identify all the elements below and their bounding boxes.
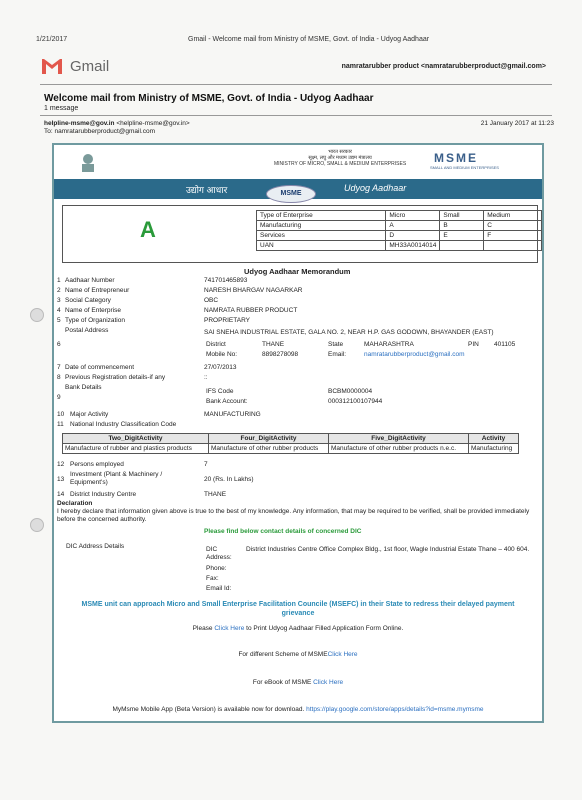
field-label: Name of Enterprise: [65, 307, 121, 314]
field-label: Type of Organization: [65, 317, 125, 324]
field-label: Major Activity: [70, 411, 109, 418]
email-link[interactable]: namratarubberproduct@gmail.com: [364, 351, 465, 358]
dic-heading: Please find below contact details of concerned DIC: [204, 528, 362, 535]
table-header: Two_DigitActivity Four_DigitActivity Five_DigitActivity Activity: [63, 434, 519, 444]
pin-value: 401105: [494, 341, 516, 348]
sender: [44, 120, 190, 127]
field-number: 6: [57, 341, 61, 348]
ministry-text: भारत सरकार सूक्ष्म, लघु और मध्यम उद्यम मंत्रालय MINISTRY OF MICRO, SMALL & MEDIUM ENTERPRISES: [274, 149, 407, 167]
msme-emblem: MSME: [266, 185, 316, 203]
ifs-value: BCBM0000004: [328, 388, 373, 395]
field-number: 2: [57, 287, 61, 294]
field-number: 14: [57, 491, 65, 498]
msme-logo: MSME: [434, 151, 478, 165]
memorandum-title: Udyog Aadhaar Memorandum: [244, 267, 351, 276]
major-activity: MANUFACTURING: [204, 411, 261, 418]
field-number: 7: [57, 364, 61, 371]
gmail-icon[interactable]: [40, 56, 64, 76]
field-label: District Industry Centre: [70, 491, 137, 498]
dic-email-label: Email Id:: [206, 585, 232, 592]
dic-label: DIC Address Details: [66, 543, 125, 550]
email-subject: Welcome mail from Ministry of MSME, Govt. of India - Udyog Aadhaar: [44, 93, 374, 104]
enterprise-grade: A: [140, 217, 156, 242]
dic-address: District Industries Centre Office Complex Bldg., 1st floor, Wagle Industrial Estate Thane – 400 604.: [246, 546, 530, 553]
message-count: 1 message: [44, 105, 79, 112]
field-number: 5: [57, 317, 61, 324]
ebook-link[interactable]: Click Here: [313, 679, 344, 686]
table-row: Manufacture of rubber and plastics products Manufacture of other rubber products Manufacture of other rubber products n.e.c. Manufacturing: [63, 444, 519, 454]
state-value: MAHARASHTRA: [364, 341, 414, 348]
table-row: Manufacturing A B C: [257, 221, 542, 231]
ifs-label: IFS Code: [206, 388, 234, 395]
email-date: 21 January 2017 at 11:23: [480, 120, 554, 127]
bar-hindi-title: उद्योग आधार: [186, 185, 228, 195]
app-link-line: MyMsme Mobile App (Beta Version) is available now for download. https://play.google.com/store/apps/details?id=msme.mymsme: [112, 706, 484, 713]
field-label: Date of commencement: [65, 364, 135, 371]
field-number: 9: [57, 394, 61, 401]
nic-table: [62, 433, 519, 454]
field-label: Postal Address: [65, 327, 109, 334]
scheme-link[interactable]: Click Here: [327, 651, 358, 658]
msme-logo-subtitle: SMALL AND MEDIUM ENTERPRISES: [430, 165, 499, 170]
punch-hole: [30, 308, 44, 322]
declaration-text: I hereby declare that information given above is true to the best of my knowledge. Any information, that may be required to be verified, shall be provided immediately before the concerned authority.: [57, 508, 530, 523]
district-industry-centre: THANE: [204, 491, 227, 498]
dic-fax-label: Fax:: [206, 575, 219, 582]
bank-account-value: 000312100107944: [328, 398, 383, 405]
field-number: 1: [57, 277, 61, 284]
divider: [40, 84, 552, 85]
field-number: 13: [57, 476, 65, 483]
field-label: Social Category: [65, 297, 111, 304]
field-label: Bank Details: [65, 384, 102, 391]
mobile-label: Mobile No:: [206, 351, 238, 358]
field-label: Aadhaar Number: [65, 277, 115, 284]
recipient: To: namratarubberproduct@gmail.com: [44, 128, 156, 135]
field-label: National Industry Classification Code: [70, 421, 177, 428]
sender-address: <helpline-msme@gov.in>: [116, 120, 190, 127]
social-category: OBC: [204, 297, 219, 304]
table-row: Services D E F: [257, 231, 542, 241]
mobile-value: 8898278098: [262, 351, 299, 358]
entrepreneur-name: NARESH BHARGAV NAGARKAR: [204, 287, 303, 294]
field-number: 10: [57, 411, 65, 418]
table-row: Type of Enterprise Micro Small Medium: [257, 211, 542, 221]
organization-type: PROPRIETARY: [204, 317, 250, 324]
dic-phone-label: Phone:: [206, 565, 227, 572]
investment: 20 (Rs. In Lakhs): [204, 476, 254, 483]
pin-label: PIN: [468, 341, 479, 348]
field-label: Investment (Plant & Machinery / Equipment's): [70, 471, 163, 486]
dic-address-label: DIC Address:: [206, 546, 232, 561]
gmail-logo-text: Gmail: [70, 58, 110, 75]
field-number: 8: [57, 374, 61, 381]
state-label: State: [328, 341, 344, 348]
previous-registration: ::: [204, 374, 208, 381]
commencement-date: 27/07/2013: [204, 364, 237, 371]
enterprise-name: NAMRATA RUBBER PRODUCT: [204, 307, 298, 314]
district-value: THANE: [262, 341, 285, 348]
district-label: District: [206, 341, 226, 348]
ebook-link-line: For eBook of MSME Click Here: [252, 679, 344, 686]
app-download-link[interactable]: https://play.google.com/store/apps/details?id=msme.mymsme: [306, 706, 484, 713]
ministry-banner: [54, 145, 542, 179]
enterprise-type-table: [256, 210, 542, 251]
field-number: 4: [57, 307, 61, 314]
declaration-heading: Declaration: [57, 500, 93, 507]
print-title: Gmail - Welcome mail from Ministry of MSME, Govt. of India - Udyog Aadhaar: [188, 36, 430, 43]
field-number: 3: [57, 297, 61, 304]
postal-address: SAI SNEHA INDUSTRIAL ESTATE, GALA NO. 2, NEAR H.P. GAS GODOWN, BHAYANDER (EAST): [204, 329, 494, 336]
divider: [40, 115, 552, 116]
bank-account-label: Bank Account:: [206, 398, 248, 405]
field-number: 12: [57, 461, 65, 468]
print-date: 1/21/2017: [36, 36, 68, 43]
sender-name[interactable]: helpline-msme@gov.in: [44, 120, 115, 127]
aadhaar-number: 741701465893: [204, 277, 248, 284]
scheme-link-line: For different Scheme of MSMEClick Here: [238, 651, 358, 658]
certificate-frame: [52, 143, 544, 723]
print-form-link[interactable]: Click Here: [214, 625, 245, 632]
email-label: Email:: [328, 351, 347, 358]
punch-hole: [30, 518, 44, 532]
persons-employed: 7: [204, 461, 208, 468]
table-row: UAN MH33A0014014: [257, 241, 542, 251]
field-number: 11: [57, 421, 64, 428]
account-label: namratarubber product <namratarubberproduct@gmail.com>: [341, 63, 546, 70]
bar-english-title: Udyog Aadhaar: [344, 183, 407, 193]
msefc-notice: MSME unit can approach Micro and Small Enterprise Facilitation Councile (MSEFC) in their State to redress their delayed payment grievance: [81, 601, 515, 617]
print-link-line: Please Click Here to Print Udyog Aadhaar Filled Application Form Online.: [192, 625, 404, 632]
national-emblem-icon: [76, 151, 100, 175]
field-label: Name of Entrepreneur: [65, 287, 130, 294]
field-label: Previous Registration details-if any: [65, 374, 166, 381]
field-label: Persons employed: [70, 461, 124, 468]
